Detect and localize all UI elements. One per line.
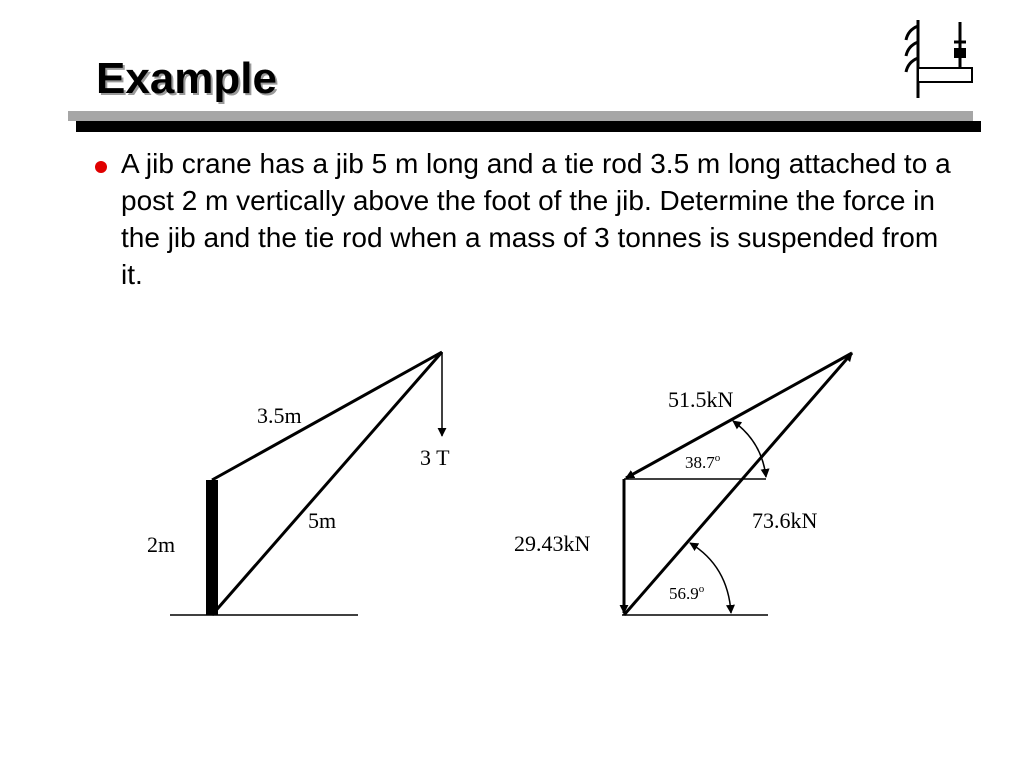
jib-label: 5m bbox=[308, 508, 337, 533]
force-diagram bbox=[514, 353, 852, 615]
jib-angle-value: 56.9 bbox=[669, 584, 699, 603]
tie-force-vector bbox=[626, 353, 852, 478]
jib-force-label: 73.6kN bbox=[752, 508, 818, 533]
tie-rod-label: 3.5m bbox=[257, 403, 302, 428]
crane-post bbox=[206, 480, 218, 615]
jib-force-vector bbox=[624, 353, 852, 615]
tie-angle-value: 38.7 bbox=[685, 453, 715, 472]
tie-angle-degree: o bbox=[714, 452, 721, 464]
tie-angle-label bbox=[685, 452, 721, 472]
post-label: 2m bbox=[147, 532, 176, 557]
jib bbox=[212, 352, 442, 615]
load-label: 3 T bbox=[420, 445, 450, 470]
problem-statement: A jib crane has a jib 5 m long and a tie rod 3.5 m long attached to a post 2 m vertically above the foot of the jib. Determine the force in the jib and the tie rod when a mass of 3 tonnes is suspended from it. bbox=[121, 148, 951, 290]
slide-title: Example bbox=[96, 54, 277, 103]
tie-force-label: 51.5kN bbox=[668, 387, 734, 412]
space-diagram bbox=[147, 352, 450, 615]
tie-rod bbox=[212, 352, 442, 480]
jib-angle-degree: o bbox=[698, 583, 705, 595]
weight-label: 29.43kN bbox=[514, 531, 591, 556]
jib-angle-label bbox=[669, 583, 705, 603]
